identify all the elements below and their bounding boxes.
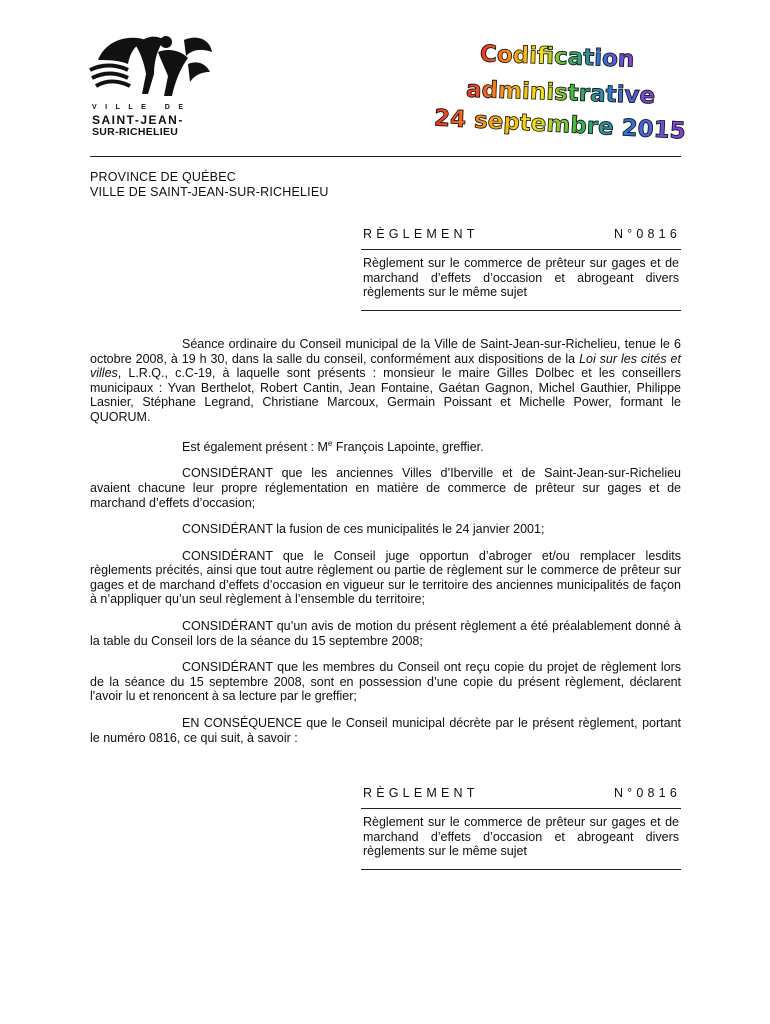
codification-line1: Codification: [479, 41, 635, 73]
seance-paragraph: [90, 337, 681, 425]
codification-date: 24 septembre 2015: [433, 105, 687, 145]
greffier-paragraph: [90, 437, 681, 455]
codification-stamp: [430, 38, 690, 148]
considerant-paragraph-1: CONSIDÉRANT que les anciennes Villes d’Iberville et de Saint-Jean-sur-Richelieu avaient chacune leur propre réglementation en matière de commerce de prêteur sur gages et de marchand d’effets d’occasion;: [90, 466, 681, 510]
reglement-number: N°0816: [613, 227, 681, 241]
considerant-paragraph-3: CONSIDÉRANT que le Conseil juge opportun d’abroger et/ou remplacer lesdits règlements précités, ainsi que tout autre règlement ou partie de règlement sur le commerce de prêteur sur gages et de marchand d’effets d’occasion en vigueur sur le territoire des anciennes municipalités de façon à n’appliquer qu’un seul règlement à l’ensemble du territoire;: [90, 548, 681, 607]
reglement-block-top: [361, 227, 681, 311]
considerant-paragraph-2: CONSIDÉRANT la fusion de ces municipalités le 24 janvier 2001;: [182, 522, 545, 537]
codification-line2: administrative: [465, 76, 656, 110]
reglement-number: N°0816: [613, 786, 681, 800]
greffier-sup: e: [327, 438, 333, 448]
reglement-rule-bottom: [361, 310, 681, 311]
logo-text: [92, 102, 192, 138]
document-body: [90, 337, 681, 757]
city-logo: [88, 30, 223, 140]
logo-city-line2: SUR-RICHELIEU: [92, 126, 179, 138]
considerant-paragraph-4: CONSIDÉRANT qu’un avis de motion du présent règlement a été préalablement donné à la table du Conseil lors de la séance du 15 septembre 2008;: [90, 619, 681, 648]
reglement-rule: [361, 249, 681, 250]
law-title: Loi sur les cités et villes: [90, 351, 681, 381]
province-block: [90, 170, 329, 200]
city-emblem-icon: [88, 30, 223, 102]
consequence-paragraph: EN CONSÉQUENCE que le Conseil municipal décrète par le présent règlement, portant le numéro 0816, ce qui suit, à savoir :: [90, 716, 681, 745]
reglement-description: Règlement sur le commerce de prêteur sur gages et de marchand d’effets d’occasion et abrogeant divers règlements sur le même sujet: [363, 256, 679, 299]
city-name: VILLE DE SAINT-JEAN-SUR-RICHELIEU: [90, 185, 329, 199]
greffier-text-a: Est également présent : M: [182, 439, 328, 454]
seance-text-b: , L.R.Q., c.C-19, à laquelle sont présents : monsieur le maire Gilles Dolbec et les conseillers municipaux : Yvan Berthelot, Robert Cantin, Jean Fontaine, Gaétan Gagnon, Michel Gauthier, Philippe Lasnier, Stéphane Legrand, Christiane Marcoux, Germain Poissant et Michelle Power, formant le QUORUM.: [90, 366, 681, 424]
seance-text-a: Séance ordinaire du Conseil municipal de la Ville de Saint-Jean-sur-Richelieu, tenue le 6 octobre 2008, à 19 h 30, dans la salle du conseil, conformément aux dispositions de la: [90, 337, 681, 366]
considerant-paragraph-5: CONSIDÉRANT que les membres du Conseil ont reçu copie du projet de règlement lors de la séance du 15 septembre 2008, sont en possession d’une copie du présent règlement, déclarent l'avoir lu et renoncent à sa lecture par le greffier;: [90, 660, 681, 704]
logo-ville-de: VILLE DE: [92, 104, 192, 111]
reglement-label: RÈGLEMENT: [363, 786, 479, 800]
greffier-text-b: François Lapointe, greffier.: [332, 439, 484, 454]
logo-city-line1: SAINT-JEAN-: [92, 113, 184, 127]
reglement-rule: [361, 808, 681, 809]
reglement-block-bottom: [361, 786, 681, 870]
reglement-label: RÈGLEMENT: [363, 227, 479, 241]
province-name: PROVINCE DE QUÉBEC: [90, 170, 236, 184]
reglement-rule-bottom: [361, 869, 681, 870]
reglement-description: Règlement sur le commerce de prêteur sur gages et de marchand d’effets d’occasion et abrogeant divers règlements sur le même sujet: [363, 815, 679, 858]
header-divider: [90, 156, 681, 157]
